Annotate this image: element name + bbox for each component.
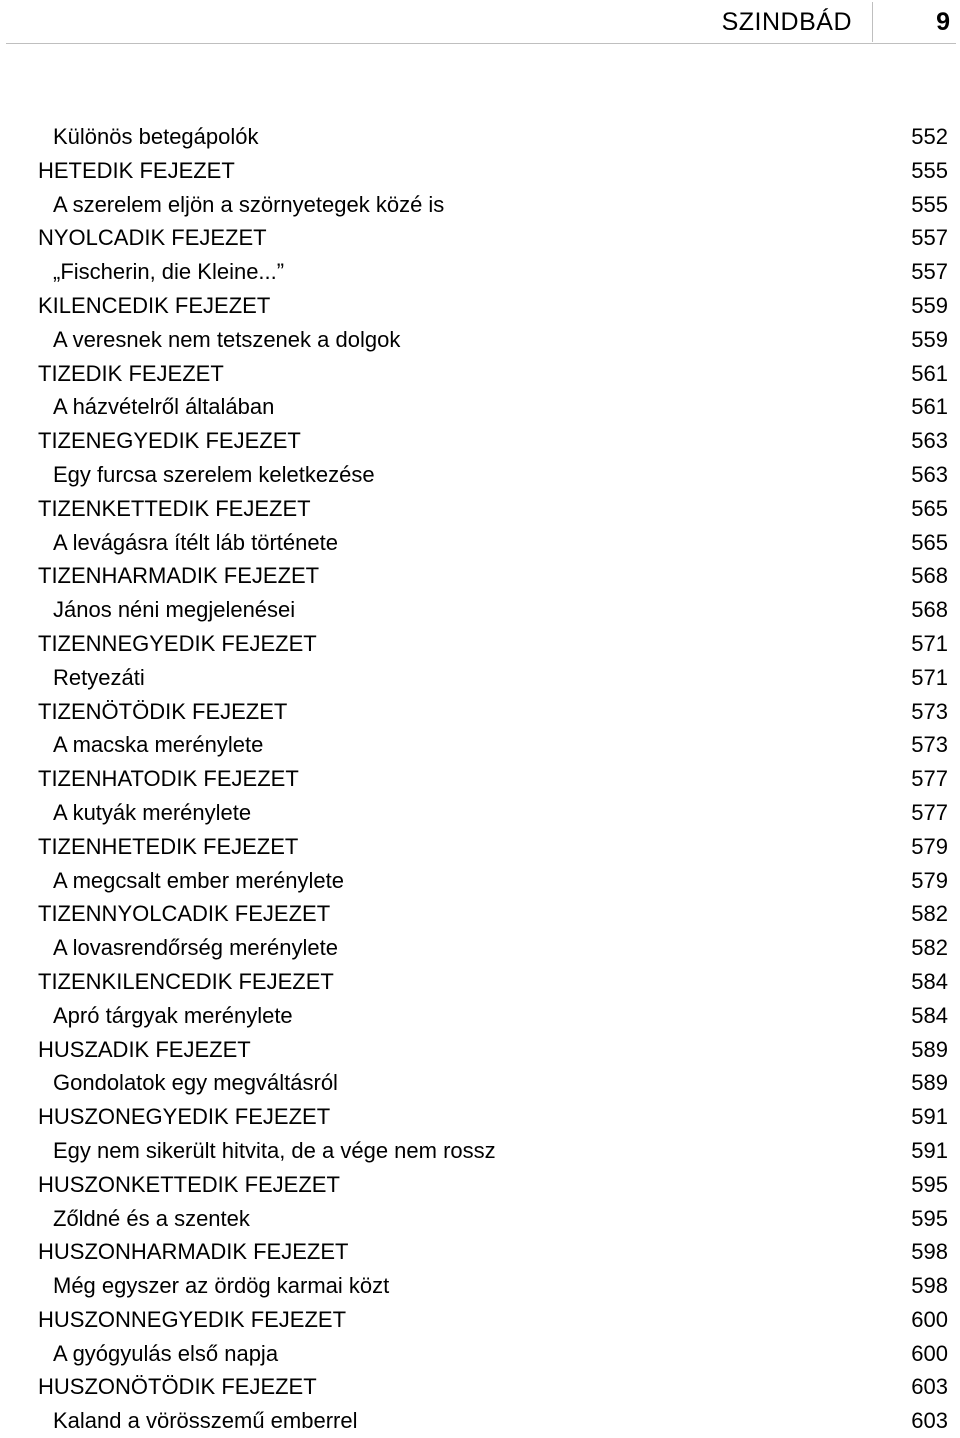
- toc-entry-title: TIZENNEGYEDIK FEJEZET: [38, 630, 317, 656]
- toc-chapter-row: [0, 1168, 960, 1202]
- toc-section-row: [0, 931, 960, 965]
- toc-section-row: [0, 1337, 960, 1371]
- toc-section-row: [0, 120, 960, 154]
- toc-section-row: [0, 390, 960, 424]
- toc-entry-title: HETEDIK FEJEZET: [38, 157, 235, 183]
- toc-entry-page: 573: [911, 732, 948, 758]
- toc-entry-title: HUSZONÖTÖDIK FEJEZET: [38, 1374, 317, 1400]
- toc-entry-title: A levágásra ítélt láb története: [53, 529, 338, 555]
- toc-entry-page: 595: [911, 1171, 948, 1197]
- toc-entry-page: 571: [911, 630, 948, 656]
- toc-entry-title: A szerelem eljön a szörnyetegek közé is: [53, 191, 445, 217]
- toc-entry-page: 557: [911, 225, 948, 251]
- toc-entry-page: 591: [911, 1104, 948, 1130]
- table-of-contents: [0, 120, 960, 1438]
- toc-chapter-row: [0, 695, 960, 729]
- page-header: [0, 0, 960, 46]
- toc-entry-title: Egy furcsa szerelem keletkezése: [53, 461, 375, 487]
- toc-chapter-row: [0, 424, 960, 458]
- toc-section-row: [0, 458, 960, 492]
- toc-entry-title: „Fischerin, die Kleine...”: [53, 259, 285, 285]
- toc-chapter-row: [0, 1303, 960, 1337]
- toc-entry-page: 589: [911, 1070, 948, 1096]
- toc-entry-page: 603: [911, 1408, 948, 1434]
- toc-entry-page: 603: [911, 1374, 948, 1400]
- toc-entry-page: 555: [911, 157, 948, 183]
- toc-chapter-row: [0, 627, 960, 661]
- toc-chapter-row: [0, 492, 960, 526]
- toc-entry-title: TIZENNYOLCADIK FEJEZET: [38, 901, 331, 927]
- header-divider: [872, 2, 873, 42]
- page-number: 9: [936, 8, 950, 36]
- header-rule: [6, 43, 956, 44]
- toc-entry-title: Egy nem sikerült hitvita, de a vége nem rossz: [53, 1137, 496, 1163]
- toc-entry-page: 563: [911, 428, 948, 454]
- toc-section-row: [0, 526, 960, 560]
- toc-entry-page: 561: [911, 394, 948, 420]
- toc-entry-title: Retyezáti: [53, 664, 145, 690]
- toc-section-row: [0, 1202, 960, 1236]
- toc-entry-title: TIZENHARMADIK FEJEZET: [38, 563, 320, 589]
- toc-chapter-row: [0, 559, 960, 593]
- toc-section-row: [0, 1269, 960, 1303]
- toc-entry-title: TIZENHETEDIK FEJEZET: [38, 833, 299, 859]
- toc-section-row: [0, 255, 960, 289]
- toc-entry-page: 579: [911, 833, 948, 859]
- toc-chapter-row: [0, 1100, 960, 1134]
- toc-entry-title: A kutyák merénylete: [53, 799, 252, 825]
- toc-entry-page: 568: [911, 563, 948, 589]
- toc-entry-title: HUSZONKETTEDIK FEJEZET: [38, 1171, 340, 1197]
- toc-chapter-row: [0, 1033, 960, 1067]
- toc-entry-title: TIZENKILENCEDIK FEJEZET: [38, 968, 334, 994]
- toc-entry-title: Zőldné és a szentek: [53, 1205, 250, 1231]
- toc-entry-title: TIZENÖTÖDIK FEJEZET: [38, 698, 288, 724]
- toc-entry-title: A lovasrendőrség merénylete: [53, 935, 338, 961]
- toc-entry-title: János néni megjelenései: [53, 597, 296, 623]
- toc-entry-page: 584: [911, 1002, 948, 1028]
- toc-entry-page: 561: [911, 360, 948, 386]
- toc-section-row: [0, 1404, 960, 1438]
- toc-entry-title: HUSZONHARMADIK FEJEZET: [38, 1239, 349, 1265]
- toc-entry-page: 600: [911, 1306, 948, 1332]
- toc-section-row: [0, 593, 960, 627]
- toc-section-row: [0, 864, 960, 898]
- toc-entry-page: 582: [911, 935, 948, 961]
- toc-entry-title: Apró tárgyak merénylete: [53, 1002, 293, 1028]
- toc-entry-page: 565: [911, 529, 948, 555]
- toc-entry-title: A macska merénylete: [53, 732, 264, 758]
- toc-entry-page: 565: [911, 495, 948, 521]
- toc-chapter-row: [0, 289, 960, 323]
- toc-entry-page: 598: [911, 1273, 948, 1299]
- toc-entry-title: NYOLCADIK FEJEZET: [38, 225, 267, 251]
- toc-entry-page: 557: [911, 259, 948, 285]
- toc-entry-page: 555: [911, 191, 948, 217]
- toc-entry-title: TIZENEGYEDIK FEJEZET: [38, 428, 301, 454]
- toc-chapter-row: [0, 965, 960, 999]
- toc-entry-page: 559: [911, 326, 948, 352]
- toc-entry-title: HUSZADIK FEJEZET: [38, 1036, 251, 1062]
- toc-entry-title: Különös betegápolók: [53, 124, 259, 149]
- toc-entry-page: 568: [911, 597, 948, 623]
- toc-entry-title: A gyógyulás első napja: [53, 1340, 279, 1366]
- toc-entry-title: KILENCEDIK FEJEZET: [38, 292, 271, 318]
- toc-chapter-row: [0, 1235, 960, 1269]
- toc-entry-page: 582: [911, 901, 948, 927]
- toc-section-row: [0, 999, 960, 1033]
- running-title: SZINDBÁD: [721, 8, 852, 36]
- toc-chapter-row: [0, 1370, 960, 1404]
- toc-chapter-row: [0, 221, 960, 255]
- toc-section-row: [0, 661, 960, 695]
- toc-entry-title: Kaland a vörösszemű emberrel: [53, 1408, 358, 1434]
- toc-entry-page: 552: [911, 124, 948, 149]
- toc-entry-title: A veresnek nem tetszenek a dolgok: [53, 326, 401, 352]
- toc-chapter-row: [0, 154, 960, 188]
- toc-chapter-row: [0, 830, 960, 864]
- toc-entry-title: TIZENHATODIK FEJEZET: [38, 766, 299, 792]
- toc-entry-title: Még egyszer az ördög karmai közt: [53, 1273, 390, 1299]
- toc-entry-title: HUSZONEGYEDIK FEJEZET: [38, 1104, 331, 1130]
- toc-section-row: [0, 1134, 960, 1168]
- toc-section-row: [0, 728, 960, 762]
- toc-entry-title: TIZEDIK FEJEZET: [38, 360, 224, 386]
- toc-section-row: [0, 188, 960, 222]
- toc-entry-page: 595: [911, 1205, 948, 1231]
- toc-entry-title: A házvételről általában: [53, 394, 275, 420]
- toc-entry-page: 563: [911, 461, 948, 487]
- toc-entry-page: 573: [911, 698, 948, 724]
- toc-entry-page: 600: [911, 1340, 948, 1366]
- toc-entry-title: HUSZONNEGYEDIK FEJEZET: [38, 1306, 347, 1332]
- toc-entry-page: 584: [911, 968, 948, 994]
- toc-entry-page: 579: [911, 867, 948, 893]
- toc-section-row: [0, 1066, 960, 1100]
- toc-entry-page: 589: [911, 1036, 948, 1062]
- toc-entry-page: 598: [911, 1239, 948, 1265]
- toc-chapter-row: [0, 762, 960, 796]
- toc-entry-page: 571: [911, 664, 948, 690]
- toc-entry-page: 577: [911, 766, 948, 792]
- toc-entry-title: A megcsalt ember merénylete: [53, 867, 345, 893]
- toc-entry-title: Gondolatok egy megváltásról: [53, 1070, 338, 1096]
- toc-entry-title: TIZENKETTEDIK FEJEZET: [38, 495, 311, 521]
- toc-section-row: [0, 796, 960, 830]
- toc-chapter-row: [0, 357, 960, 391]
- toc-section-row: [0, 323, 960, 357]
- toc-entry-page: 559: [911, 292, 948, 318]
- toc-entry-page: 591: [911, 1137, 948, 1163]
- toc-entry-page: 577: [911, 799, 948, 825]
- toc-chapter-row: [0, 897, 960, 931]
